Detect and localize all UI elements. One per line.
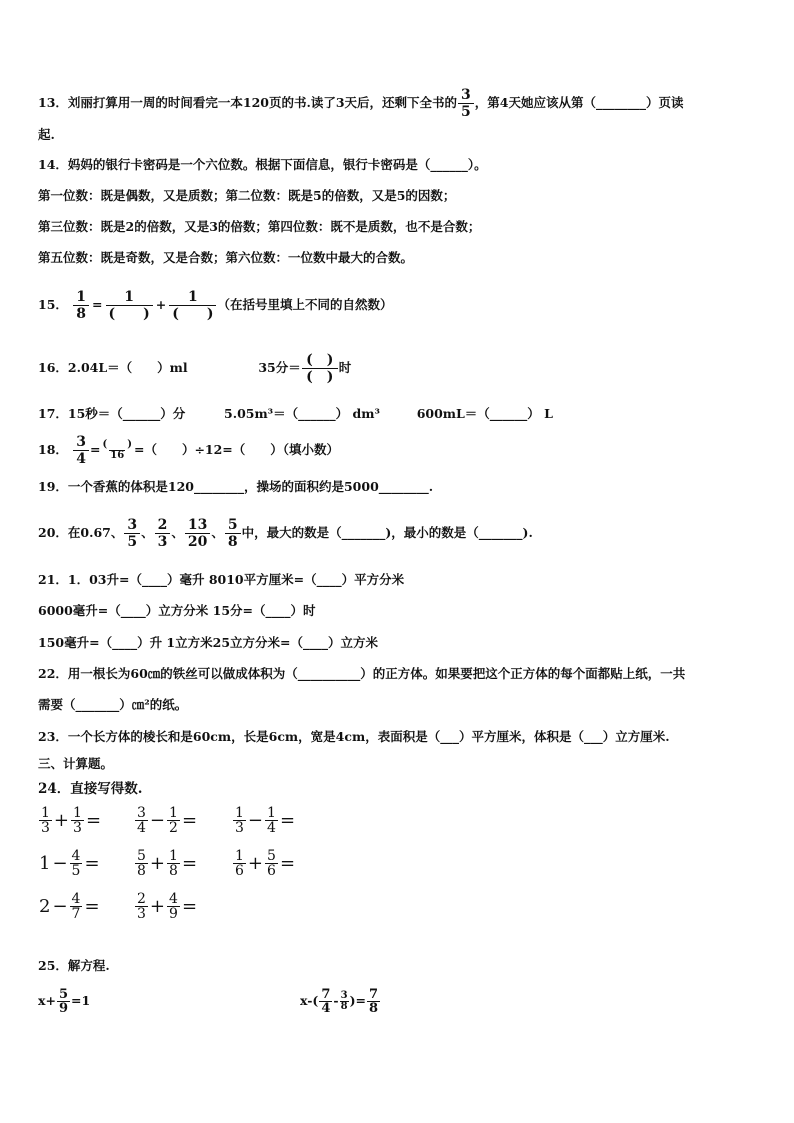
- question-17: 17．15秒＝（______）分 5.05m³＝（______） dm³ 600mL＝（______） L: [38, 406, 553, 421]
- question-14-line2: 第一位数：既是偶数，又是质数；第二位数：既是5的倍数，又是5的因数；: [38, 188, 456, 203]
- equation-1: x+ $\frac{5}{9}$ =1: [38, 987, 91, 1016]
- calc-item-5: $\frac{5}{8}$ + $\frac{1}{8}$ =: [137, 848, 198, 879]
- q20-fraction-3: $\frac{13}{20}$: [185, 517, 210, 550]
- question-18: 18． $\frac{3}{4}$ = $\frac{( )}{16}$ =（ ）÷12=（ ）（填小数）: [38, 434, 340, 467]
- q18-fraction-2: $\frac{( )}{16}$: [102, 439, 132, 461]
- q20-fraction-4: $\frac{5}{8}$: [225, 517, 241, 550]
- q18-fraction-1: $\frac{3}{4}$: [73, 434, 89, 467]
- question-24-title: 24．直接写得数.: [38, 781, 143, 797]
- question-21-line3: 150毫升=（____）升 1立方米25立方分米=（____）立方米: [38, 635, 378, 650]
- question-13-cont: 起.: [38, 127, 55, 142]
- question-15: 15． $\frac{1}{8}$ = $\frac{1}{( )}$ + $\frac{1}{( )}$ （在括号里填上不同的自然数）: [38, 289, 393, 322]
- calc-item-4: 1 − $\frac{4}{5}$ =: [39, 848, 100, 879]
- calc-item-7: 2 − $\frac{4}{7}$ =: [39, 891, 100, 922]
- question-14: 14．妈妈的银行卡密码是一个六位数。根据下面信息，银行卡密码是（______）。: [38, 157, 487, 172]
- calc-item-1: $\frac{1}{3}$ + $\frac{1}{3}$ =: [41, 805, 102, 836]
- q13-text-b: ，第4天她应该从第（________）页读: [474, 95, 684, 110]
- question-21: 21．1．03升=（____）毫升 8010平方厘米=（____）平方分米: [38, 572, 405, 587]
- calc-item-6: $\frac{1}{6}$ + $\frac{5}{6}$ =: [235, 848, 296, 879]
- equation-2: x-( $\frac{7}{4}$ - $\frac{3}{8}$ )= $\frac{7}{8}$: [300, 987, 378, 1016]
- question-23: 23．一个长方体的棱长和是60cm，长是6cm，宽是4cm，表面积是（___）平方厘米，体积是（___）立方厘米.: [38, 729, 670, 744]
- question-19: 19．一个香蕉的体积是120________，操场的面积约是5000________.: [38, 479, 434, 494]
- q13-text-a: 13．刘丽打算用一周的时间看完一本120页的书.读了3天后，还剩下全书的: [38, 95, 458, 110]
- q20-fraction-1: $\frac{3}{5}$: [124, 517, 140, 550]
- q13-fraction: $\frac{3}{5}$: [458, 87, 474, 120]
- question-14-line4: 第五位数：既是奇数，又是合数；第六位数：一位数中最大的合数。: [38, 250, 414, 265]
- question-16: 16．2.04L＝（ ）ml 35分＝ $\frac{( )}{( )}$ 时: [38, 352, 352, 385]
- question-20: 20．在0.67、 $\frac{3}{5}$ 、 $\frac{2}{3}$ 、 $\frac{13}{20}$ 、 $\frac{5}{8}$ 中，最大的数是（_______)，最小的数是（_______).: [38, 517, 533, 550]
- q15-fraction-3: $\frac{1}{( )}$: [169, 289, 216, 322]
- question-13: [38, 87, 684, 120]
- calc-item-2: $\frac{3}{4}$ − $\frac{1}{2}$ =: [137, 805, 198, 836]
- question-22: 22．用一根长为60㎝的铁丝可以做成体积为（__________）的正方体。如果要把这个正方体的每个面都贴上纸，一共: [38, 666, 686, 681]
- q16-fraction: $\frac{( )}{( )}$: [302, 352, 338, 385]
- q15-fraction-2: $\frac{1}{( )}$: [106, 289, 153, 322]
- q16-part1: 16．2.04L＝（ ）ml: [38, 360, 188, 375]
- section-3-title: 三、计算题。: [38, 756, 114, 771]
- question-22-line2: 需要（_______）㎝²的纸。: [38, 697, 188, 712]
- calc-item-8: $\frac{2}{3}$ + $\frac{4}{9}$ =: [137, 891, 198, 922]
- q15-fraction-1: $\frac{1}{8}$: [73, 289, 89, 322]
- calc-item-3: $\frac{1}{3}$ − $\frac{1}{4}$ =: [235, 805, 296, 836]
- q15-note: （在括号里填上不同的自然数）: [217, 297, 393, 312]
- q20-fraction-2: $\frac{2}{3}$: [155, 517, 171, 550]
- question-25-title: 25．解方程.: [38, 958, 110, 973]
- question-21-line2: 6000毫升=（____）立方分米 15分=（____）时: [38, 603, 316, 618]
- question-14-line3: 第三位数：既是2的倍数，又是3的倍数；第四位数：既不是质数，也不是合数；: [38, 219, 481, 234]
